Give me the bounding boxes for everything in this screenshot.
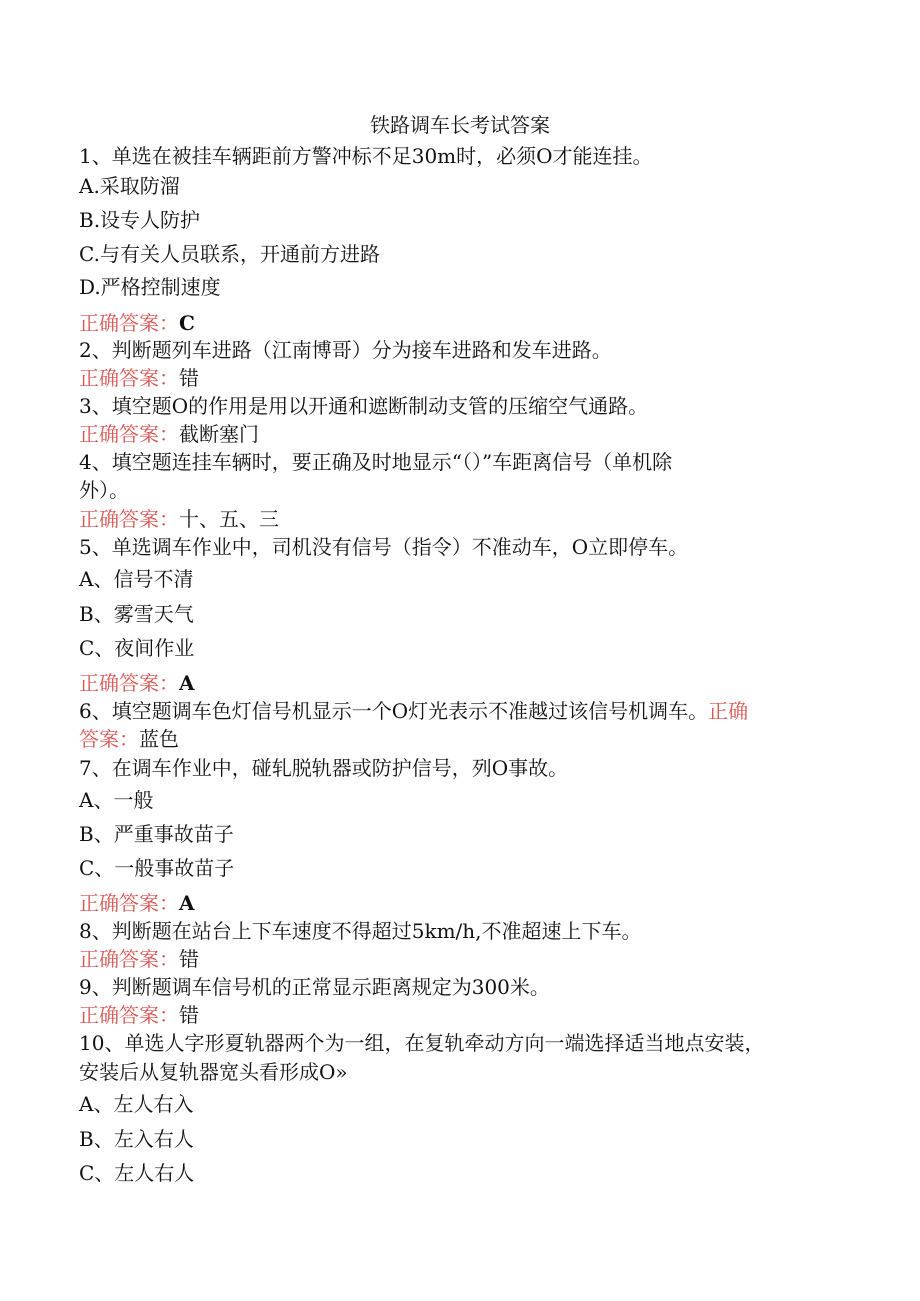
question-9-answer: [79, 1001, 199, 1029]
answer-label: 正确答案：: [79, 1003, 179, 1027]
answer-label: 正确答案：: [79, 671, 179, 695]
question-1-option-c: C.与有关人员联系，开通前方进路: [79, 242, 380, 266]
answer-value: A: [179, 671, 195, 695]
question-5-option-b: B、雾雪天气: [79, 602, 194, 626]
document-title: 铁路调车长考试答案: [370, 113, 550, 137]
question-1-option-a: A.采取防溜: [79, 174, 180, 198]
question-7-option-c: C、一般事故苗子: [79, 856, 235, 880]
question-4-answer: [79, 505, 279, 533]
question-1-option-d: D.严格控制速度: [79, 275, 221, 299]
answer-value: 错: [179, 947, 199, 971]
answer-label: 正确答案：: [79, 311, 179, 335]
answer-value: 截断塞门: [179, 422, 259, 446]
question-6-text: 6、填空题调车色灯信号机显示一个O灯光表示不准越过该信号机调车。: [79, 699, 709, 723]
answer-label: 正确答案：: [79, 507, 179, 531]
answer-label-part-2: 答案：: [79, 727, 139, 751]
question-4-line-1: 4、填空题连挂车辆时，要正确及时地显示“（）”车距离信号（单机除: [79, 450, 673, 474]
answer-label: 正确答案：: [79, 422, 179, 446]
question-5: 5、单选调车作业中，司机没有信号（指令）不准动车，O立即停车。: [79, 535, 689, 559]
question-8: 8、判断题在站台上下车速度不得超过5km/h,不准超速上下车。: [79, 919, 642, 943]
question-1: 1、单选在被挂车辆距前方警冲标不足30m时，必须O才能连挂。: [79, 144, 653, 168]
question-2: 2、判断题列车进路（江南博哥）分为接车进路和发车进路。: [79, 338, 612, 362]
question-5-option-c: C、夜间作业: [79, 636, 195, 660]
question-7-option-b: B、严重事故苗子: [79, 822, 234, 846]
question-3: 3、填空题O的作用是用以开通和遮断制动支管的压缩空气通路。: [79, 394, 649, 418]
question-5-option-a: A、信号不清: [79, 567, 194, 591]
question-1-option-b: B.设专人防护: [79, 208, 201, 232]
question-10-option-c: C、左人右人: [79, 1161, 195, 1185]
question-7-answer: [79, 889, 195, 917]
answer-label: 正确答案：: [79, 891, 179, 915]
question-8-answer: [79, 945, 199, 973]
question-6-answer: [79, 725, 179, 753]
question-4-line-2: 外）。: [79, 478, 129, 502]
answer-value: A: [179, 891, 195, 915]
question-5-answer: [79, 669, 195, 697]
question-1-answer: [79, 309, 195, 337]
answer-value: 十、五、三: [179, 507, 279, 531]
question-10-option-a: A、左人右入: [79, 1092, 194, 1116]
answer-value: C: [179, 311, 195, 335]
question-3-answer: [79, 420, 259, 448]
question-6-line-1: [79, 697, 748, 725]
answer-value: 蓝色: [139, 727, 179, 751]
question-7-option-a: A、一般: [79, 788, 154, 812]
answer-value: 错: [179, 366, 199, 390]
question-9: 9、判断题调车信号机的正常显示距离规定为300米。: [79, 975, 550, 999]
question-10-option-b: B、左入右人: [79, 1127, 194, 1151]
question-2-answer: [79, 364, 199, 392]
question-10-line-2: 安装后从复轨器宽头看形成O»: [79, 1060, 348, 1084]
answer-label-part-1: 正确: [708, 699, 749, 723]
answer-value: 错: [179, 1003, 199, 1027]
question-10-line-1: 10、单选人字形夏轨器两个为一组，在复轨牵动方向一端选择适当地点安装，: [79, 1031, 765, 1055]
answer-label: 正确答案：: [79, 366, 179, 390]
question-7: 7、在调车作业中，碰轧脱轨器或防护信号，列O事故。: [79, 756, 569, 780]
answer-label: 正确答案：: [79, 947, 179, 971]
